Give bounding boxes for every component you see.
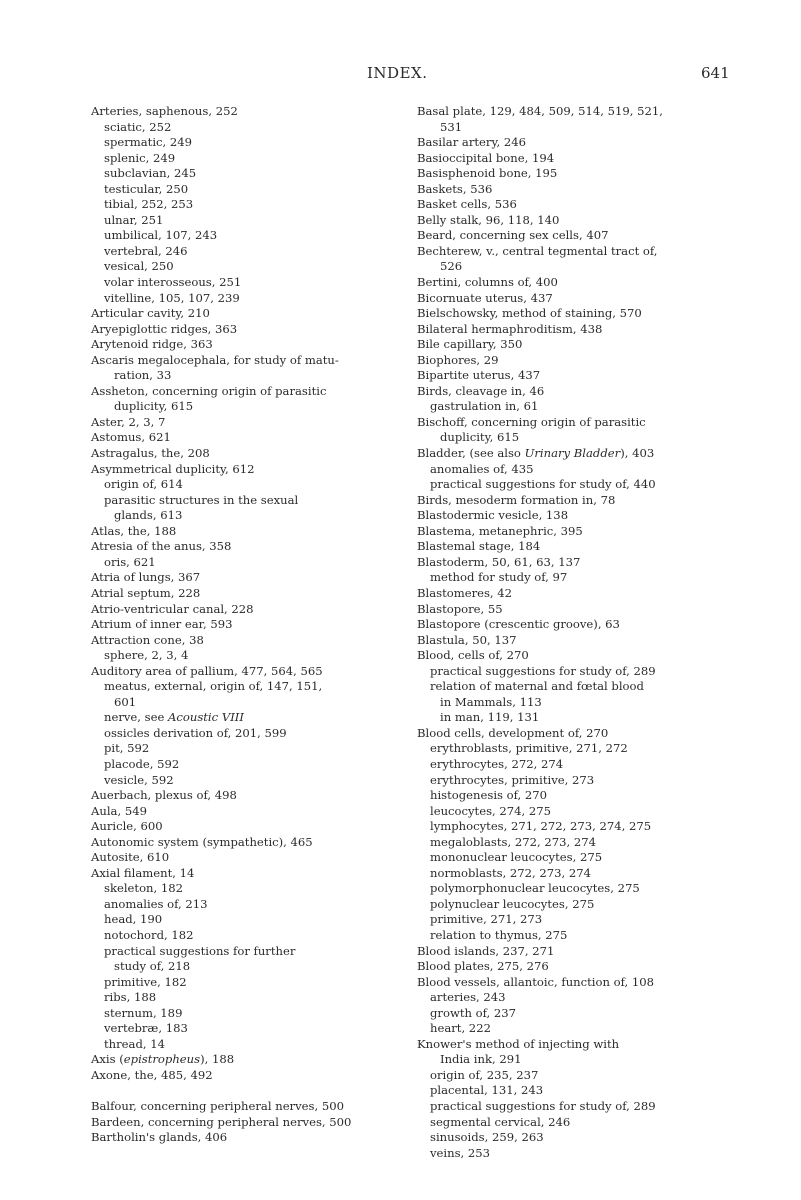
entry-text: polymorphonuclear leucocytes, 275 — [430, 881, 640, 896]
entry-text: anomalies of, 435 — [430, 461, 534, 476]
index-entry — [91, 617, 381, 633]
entry-text: Arytenoid ridge, 363 — [91, 337, 213, 352]
index-subentry — [91, 151, 381, 167]
entry-text: Blood vessels, allantoic, function of, 108 — [417, 974, 654, 989]
entry-text: Atrial septum, 228 — [91, 585, 201, 600]
index-entry — [417, 726, 737, 742]
entry-text: Blood cells, development of, 270 — [417, 725, 609, 740]
entry-text: sciatic, 252 — [104, 119, 172, 134]
index-subentry — [91, 477, 381, 493]
entry-text: tibial, 252, 253 — [104, 197, 194, 212]
index-subentry — [91, 275, 381, 291]
entry-text: India ink, 291 — [440, 1052, 522, 1067]
index-entry — [91, 664, 381, 680]
index-entry — [91, 850, 381, 866]
index-entry — [91, 384, 381, 400]
entry-text: Bilateral hermaphroditism, 438 — [417, 321, 603, 336]
index-entry — [417, 415, 737, 431]
entry-text: Auricle, 600 — [91, 819, 163, 834]
index-subentry — [91, 726, 381, 742]
entry-text: Blastemal stage, 184 — [417, 539, 541, 554]
index-entry — [417, 135, 737, 151]
entry-text: Basilar artery, 246 — [417, 135, 526, 150]
entry-text: parasitic structures in the sexual — [104, 492, 299, 507]
entry-text: testicular, 250 — [104, 181, 189, 196]
entry-text: Atresia of the anus, 358 — [91, 539, 232, 554]
index-subentry — [91, 975, 381, 991]
index-subentry — [91, 741, 381, 757]
index-entry — [91, 866, 381, 882]
entry-text: polynuclear leucocytes, 275 — [430, 896, 595, 911]
index-entry — [417, 213, 737, 229]
index-column-left — [91, 104, 381, 1146]
index-entry — [417, 368, 737, 384]
entry-text: origin of, 614 — [104, 477, 183, 492]
entry-text: segmental cervical, 246 — [430, 1114, 571, 1129]
index-subentry — [91, 213, 381, 229]
index-subentry — [91, 757, 381, 773]
index-subentry — [91, 120, 381, 136]
index-entry — [91, 1052, 381, 1068]
index-subentry — [417, 835, 737, 851]
index-continuation — [91, 368, 381, 384]
index-subentry — [417, 679, 737, 695]
index-entry — [91, 462, 381, 478]
entry-italic-text: Urinary Bladder — [524, 446, 621, 461]
index-entry — [91, 570, 381, 586]
index-subentry — [417, 866, 737, 882]
index-entry — [91, 788, 381, 804]
index-entry — [417, 244, 737, 260]
entry-text: origin of, 235, 237 — [430, 1067, 539, 1082]
section-gap — [91, 1083, 381, 1099]
index-subentry — [91, 679, 381, 695]
entry-text: relation of maternal and fœtal blood — [430, 679, 644, 694]
entry-text: Blood, cells of, 270 — [417, 648, 529, 663]
entry-text: 531 — [440, 119, 463, 134]
index-entry — [91, 633, 381, 649]
entry-text: gastrulation in, 61 — [430, 399, 539, 414]
entry-text: Axis ( — [91, 1052, 124, 1067]
index-subentry — [91, 166, 381, 182]
index-entry — [417, 446, 737, 462]
index-continuation — [417, 710, 737, 726]
entry-text: Atlas, the, 188 — [91, 523, 177, 538]
entry-text: vesical, 250 — [104, 259, 174, 274]
entry-text: nerve, see — [104, 710, 169, 725]
index-entry — [91, 337, 381, 353]
entry-text: head, 190 — [104, 912, 163, 927]
index-continuation — [417, 1052, 737, 1068]
entry-text: lymphocytes, 271, 272, 273, 274, 275 — [430, 819, 652, 834]
index-subentry — [91, 555, 381, 571]
index-entry — [91, 353, 381, 369]
page-number: 641 — [701, 64, 730, 82]
entry-text: umbilical, 107, 243 — [104, 228, 218, 243]
entry-text: vitelline, 105, 107, 239 — [104, 290, 240, 305]
entry-text: Bipartite uterus, 437 — [417, 368, 541, 383]
entry-text: practical suggestions for study of, 289 — [430, 663, 656, 678]
index-entry — [91, 430, 381, 446]
entry-text: relation to thymus, 275 — [430, 927, 568, 942]
index-entry — [91, 306, 381, 322]
index-entry — [417, 151, 737, 167]
entry-text: Bertini, columns of, 400 — [417, 275, 558, 290]
index-subentry — [91, 493, 381, 509]
entry-italic-text: Acoustic VIII — [168, 710, 244, 725]
index-entry — [91, 524, 381, 540]
index-continuation — [91, 959, 381, 975]
index-subentry — [91, 244, 381, 260]
index-subentry — [91, 135, 381, 151]
index-entry — [417, 228, 737, 244]
entry-text: Bechterew, v., central tegmental tract of, — [417, 243, 658, 258]
index-subentry — [417, 881, 737, 897]
index-continuation — [417, 430, 737, 446]
entry-text: Bardeen, concerning peripheral nerves, 500 — [91, 1114, 352, 1129]
index-subentry — [91, 1037, 381, 1053]
index-column-right — [417, 104, 737, 1161]
index-entry — [91, 602, 381, 618]
index-subentry — [417, 990, 737, 1006]
page-title: INDEX. — [367, 64, 428, 82]
index-subentry — [417, 897, 737, 913]
index-subentry — [91, 1006, 381, 1022]
index-subentry — [91, 710, 381, 726]
entry-text: Blood islands, 237, 271 — [417, 943, 555, 958]
entry-text: duplicity, 615 — [440, 430, 520, 445]
index-entry — [91, 415, 381, 431]
index-subentry — [417, 1099, 737, 1115]
entry-text: in man, 119, 131 — [440, 710, 540, 725]
index-entry — [417, 197, 737, 213]
entry-text: Aryepiglottic ridges, 363 — [91, 321, 238, 336]
index-subentry — [91, 291, 381, 307]
entry-text: skeleton, 182 — [104, 881, 184, 896]
index-subentry — [417, 804, 737, 820]
entry-text: megaloblasts, 272, 273, 274 — [430, 834, 596, 849]
entry-text: Auditory area of pallium, 477, 564, 565 — [91, 663, 323, 678]
index-subentry — [417, 928, 737, 944]
index-entry — [417, 337, 737, 353]
entry-italic-text: epistropheus — [123, 1052, 201, 1067]
index-subentry — [91, 773, 381, 789]
index-continuation — [417, 695, 737, 711]
index-entry — [91, 819, 381, 835]
index-entry — [91, 1099, 381, 1115]
entry-text: Aster, 2, 3, 7 — [91, 414, 166, 429]
entry-text: histogenesis of, 270 — [430, 788, 548, 803]
index-entry — [417, 617, 737, 633]
index-entry — [417, 586, 737, 602]
index-subentry — [91, 648, 381, 664]
entry-text: Auerbach, plexus of, 498 — [91, 788, 237, 803]
entry-text: Blastopore (crescentic groove), 63 — [417, 617, 620, 632]
index-entry — [417, 291, 737, 307]
index-subentry — [417, 462, 737, 478]
entry-text: Attraction cone, 38 — [91, 632, 204, 647]
entry-text: erythrocytes, 272, 274 — [430, 756, 564, 771]
entry-text: practical suggestions for further — [104, 943, 296, 958]
entry-text: vesicle, 592 — [104, 772, 174, 787]
index-entry — [417, 944, 737, 960]
entry-text: meatus, external, origin of, 147, 151, — [104, 679, 323, 694]
index-entry — [417, 182, 737, 198]
index-entry — [91, 446, 381, 462]
index-entry — [91, 1068, 381, 1084]
entry-text: method for study of, 97 — [430, 570, 568, 585]
entry-text: Bischoff, concerning origin of parasitic — [417, 414, 646, 429]
entry-text: leucocytes, 274, 275 — [430, 803, 552, 818]
entry-text: study of, 218 — [114, 959, 191, 974]
index-subentry — [417, 773, 737, 789]
entry-text: anomalies of, 213 — [104, 896, 208, 911]
entry-text: vertebral, 246 — [104, 243, 188, 258]
entry-text: Atrium of inner ear, 593 — [91, 617, 233, 632]
entry-text: Astomus, 621 — [91, 430, 171, 445]
index-subentry — [417, 664, 737, 680]
index-subentry — [417, 741, 737, 757]
entry-text: Basisphenoid bone, 195 — [417, 166, 558, 181]
index-entry — [417, 524, 737, 540]
index-entry — [417, 353, 737, 369]
index-entry — [417, 104, 737, 120]
index-subentry — [91, 990, 381, 1006]
index-entry — [417, 959, 737, 975]
index-subentry — [417, 850, 737, 866]
index-subentry — [91, 897, 381, 913]
entry-text: Baskets, 536 — [417, 181, 493, 196]
entry-text: Balfour, concerning peripheral nerves, 500 — [91, 1099, 344, 1113]
entry-text: placode, 592 — [104, 756, 180, 771]
entry-text: volar interosseous, 251 — [104, 275, 242, 290]
entry-text: Bladder, (see also — [417, 446, 525, 461]
index-subentry — [417, 399, 737, 415]
entry-text: Articular cavity, 210 — [91, 306, 210, 321]
entry-text: Knower's method of injecting with — [417, 1036, 620, 1051]
index-continuation — [91, 695, 381, 711]
index-entry — [417, 275, 737, 291]
index-entry — [417, 384, 737, 400]
index-entry — [417, 648, 737, 664]
entry-text: Ascaris megalocephala, for study of matu- — [91, 352, 339, 367]
index-subentry — [91, 881, 381, 897]
index-entry — [417, 508, 737, 524]
index-subentry — [91, 197, 381, 213]
index-continuation — [91, 399, 381, 415]
entry-text: Birds, cleavage in, 46 — [417, 383, 545, 398]
entry-text: sinusoids, 259, 263 — [430, 1130, 544, 1145]
entry-text: Beard, concerning sex cells, 407 — [417, 228, 609, 243]
entry-text: Atria of lungs, 367 — [91, 570, 201, 585]
entry-text: Autosite, 610 — [91, 850, 170, 865]
entry-text: ribs, 188 — [104, 990, 157, 1005]
entry-text: Basioccipital bone, 194 — [417, 150, 555, 165]
index-subentry — [417, 570, 737, 586]
index-subentry — [417, 1006, 737, 1022]
entry-text: Belly stalk, 96, 118, 140 — [417, 212, 560, 227]
entry-text: spermatic, 249 — [104, 135, 193, 150]
entry-text: Astragalus, the, 208 — [91, 446, 210, 461]
index-entry — [417, 633, 737, 649]
entry-text: sternum, 189 — [104, 1005, 183, 1020]
entry-text: ossicles derivation of, 201, 599 — [104, 725, 287, 740]
entry-text: Axone, the, 485, 492 — [91, 1067, 213, 1082]
index-subentry — [417, 1021, 737, 1037]
entry-text: Blastodermic vesicle, 138 — [417, 508, 569, 523]
entry-text: 601 — [114, 694, 137, 709]
index-subentry — [91, 228, 381, 244]
index-subentry — [417, 1083, 737, 1099]
entry-text: heart, 222 — [430, 1021, 491, 1036]
entry-text: splenic, 249 — [104, 150, 176, 165]
page-header — [0, 64, 801, 88]
index-entry — [91, 586, 381, 602]
entry-text: Basket cells, 536 — [417, 197, 517, 212]
entry-text: pit, 592 — [104, 741, 150, 756]
entry-text: glands, 613 — [114, 508, 183, 523]
entry-text: Blood plates, 275, 276 — [417, 959, 549, 974]
index-subentry — [417, 819, 737, 835]
index-entry — [91, 1115, 381, 1131]
entry-text: oris, 621 — [104, 554, 156, 569]
entry-text: Axial filament, 14 — [91, 865, 195, 880]
entry-text: ulnar, 251 — [104, 212, 164, 227]
index-subentry — [417, 1130, 737, 1146]
entry-text: 526 — [440, 259, 463, 274]
index-continuation — [417, 259, 737, 275]
entry-text: Bicornuate uterus, 437 — [417, 290, 553, 305]
entry-text: Birds, mesoderm formation in, 78 — [417, 492, 616, 507]
index-continuation — [91, 508, 381, 524]
index-entry — [417, 539, 737, 555]
index-subentry — [91, 182, 381, 198]
index-subentry — [417, 757, 737, 773]
index-entry — [417, 602, 737, 618]
entry-text: normoblasts, 272, 273, 274 — [430, 865, 592, 880]
entry-text: Blastema, metanephric, 395 — [417, 523, 583, 538]
entry-text: arteries, 243 — [430, 990, 506, 1005]
index-entry — [417, 166, 737, 182]
entry-text: Blastomeres, 42 — [417, 585, 513, 600]
index-subentry — [91, 912, 381, 928]
entry-text: veins, 253 — [430, 1145, 491, 1160]
entry-text: sphere, 2, 3, 4 — [104, 648, 189, 663]
entry-text: thread, 14 — [104, 1036, 165, 1051]
entry-text: primitive, 271, 273 — [430, 912, 543, 927]
entry-text: practical suggestions for study of, 289 — [430, 1099, 656, 1113]
entry-text: Bartholin's glands, 406 — [91, 1130, 228, 1145]
index-entry — [417, 493, 737, 509]
entry-text: Asymmetrical duplicity, 612 — [91, 461, 255, 476]
entry-text: Atrio-ventricular canal, 228 — [91, 601, 254, 616]
entry-text: Assheton, concerning origin of parasitic — [91, 383, 327, 398]
index-entry — [91, 1130, 381, 1146]
entry-text: erythrocytes, primitive, 273 — [430, 772, 595, 787]
entry-text: primitive, 182 — [104, 974, 187, 989]
entry-text-after: ), 188 — [200, 1052, 235, 1067]
entry-text: Arteries, saphenous, 252 — [91, 104, 238, 118]
index-subentry — [417, 477, 737, 493]
entry-text: Basal plate, 129, 484, 509, 514, 519, 521, — [417, 104, 663, 118]
entry-text: Biophores, 29 — [417, 352, 499, 367]
entry-text: growth of, 237 — [430, 1005, 517, 1020]
entry-text: mononuclear leucocytes, 275 — [430, 850, 603, 865]
entry-text: Autonomic system (sympathetic), 465 — [91, 834, 313, 849]
entry-text: subclavian, 245 — [104, 166, 197, 181]
index-entry — [417, 322, 737, 338]
entry-text: ration, 33 — [114, 368, 172, 383]
entry-text: Blastoderm, 50, 61, 63, 137 — [417, 554, 581, 569]
index-subentry — [91, 1021, 381, 1037]
entry-text: Bielschowsky, method of staining, 570 — [417, 306, 642, 321]
index-entry — [417, 306, 737, 322]
index-entry — [91, 835, 381, 851]
entry-text: in Mammals, 113 — [440, 694, 542, 709]
index-entry — [91, 104, 381, 120]
entry-text: Bile capillary, 350 — [417, 337, 523, 352]
index-subentry — [91, 928, 381, 944]
index-entry — [91, 804, 381, 820]
index-continuation — [417, 120, 737, 136]
entry-text-after: ), 403 — [620, 446, 655, 461]
entry-text: erythroblasts, primitive, 271, 272 — [430, 741, 628, 756]
index-entry — [417, 1037, 737, 1053]
index-entry — [417, 555, 737, 571]
entry-text: Aula, 549 — [91, 803, 147, 818]
entry-text: Blastopore, 55 — [417, 601, 503, 616]
entry-text: practical suggestions for study of, 440 — [430, 477, 656, 492]
entry-text: Blastula, 50, 137 — [417, 632, 517, 647]
index-subentry — [417, 1146, 737, 1162]
entry-text: notochord, 182 — [104, 927, 194, 942]
index-subentry — [417, 1068, 737, 1084]
index-subentry — [417, 1115, 737, 1131]
index-subentry — [417, 912, 737, 928]
entry-text: vertebræ, 183 — [104, 1021, 188, 1036]
index-subentry — [417, 788, 737, 804]
index-entry — [91, 539, 381, 555]
index-entry — [417, 975, 737, 991]
entry-text: duplicity, 615 — [114, 399, 194, 414]
index-subentry — [91, 259, 381, 275]
index-entry — [91, 322, 381, 338]
entry-text: placental, 131, 243 — [430, 1083, 544, 1098]
index-subentry — [91, 944, 381, 960]
